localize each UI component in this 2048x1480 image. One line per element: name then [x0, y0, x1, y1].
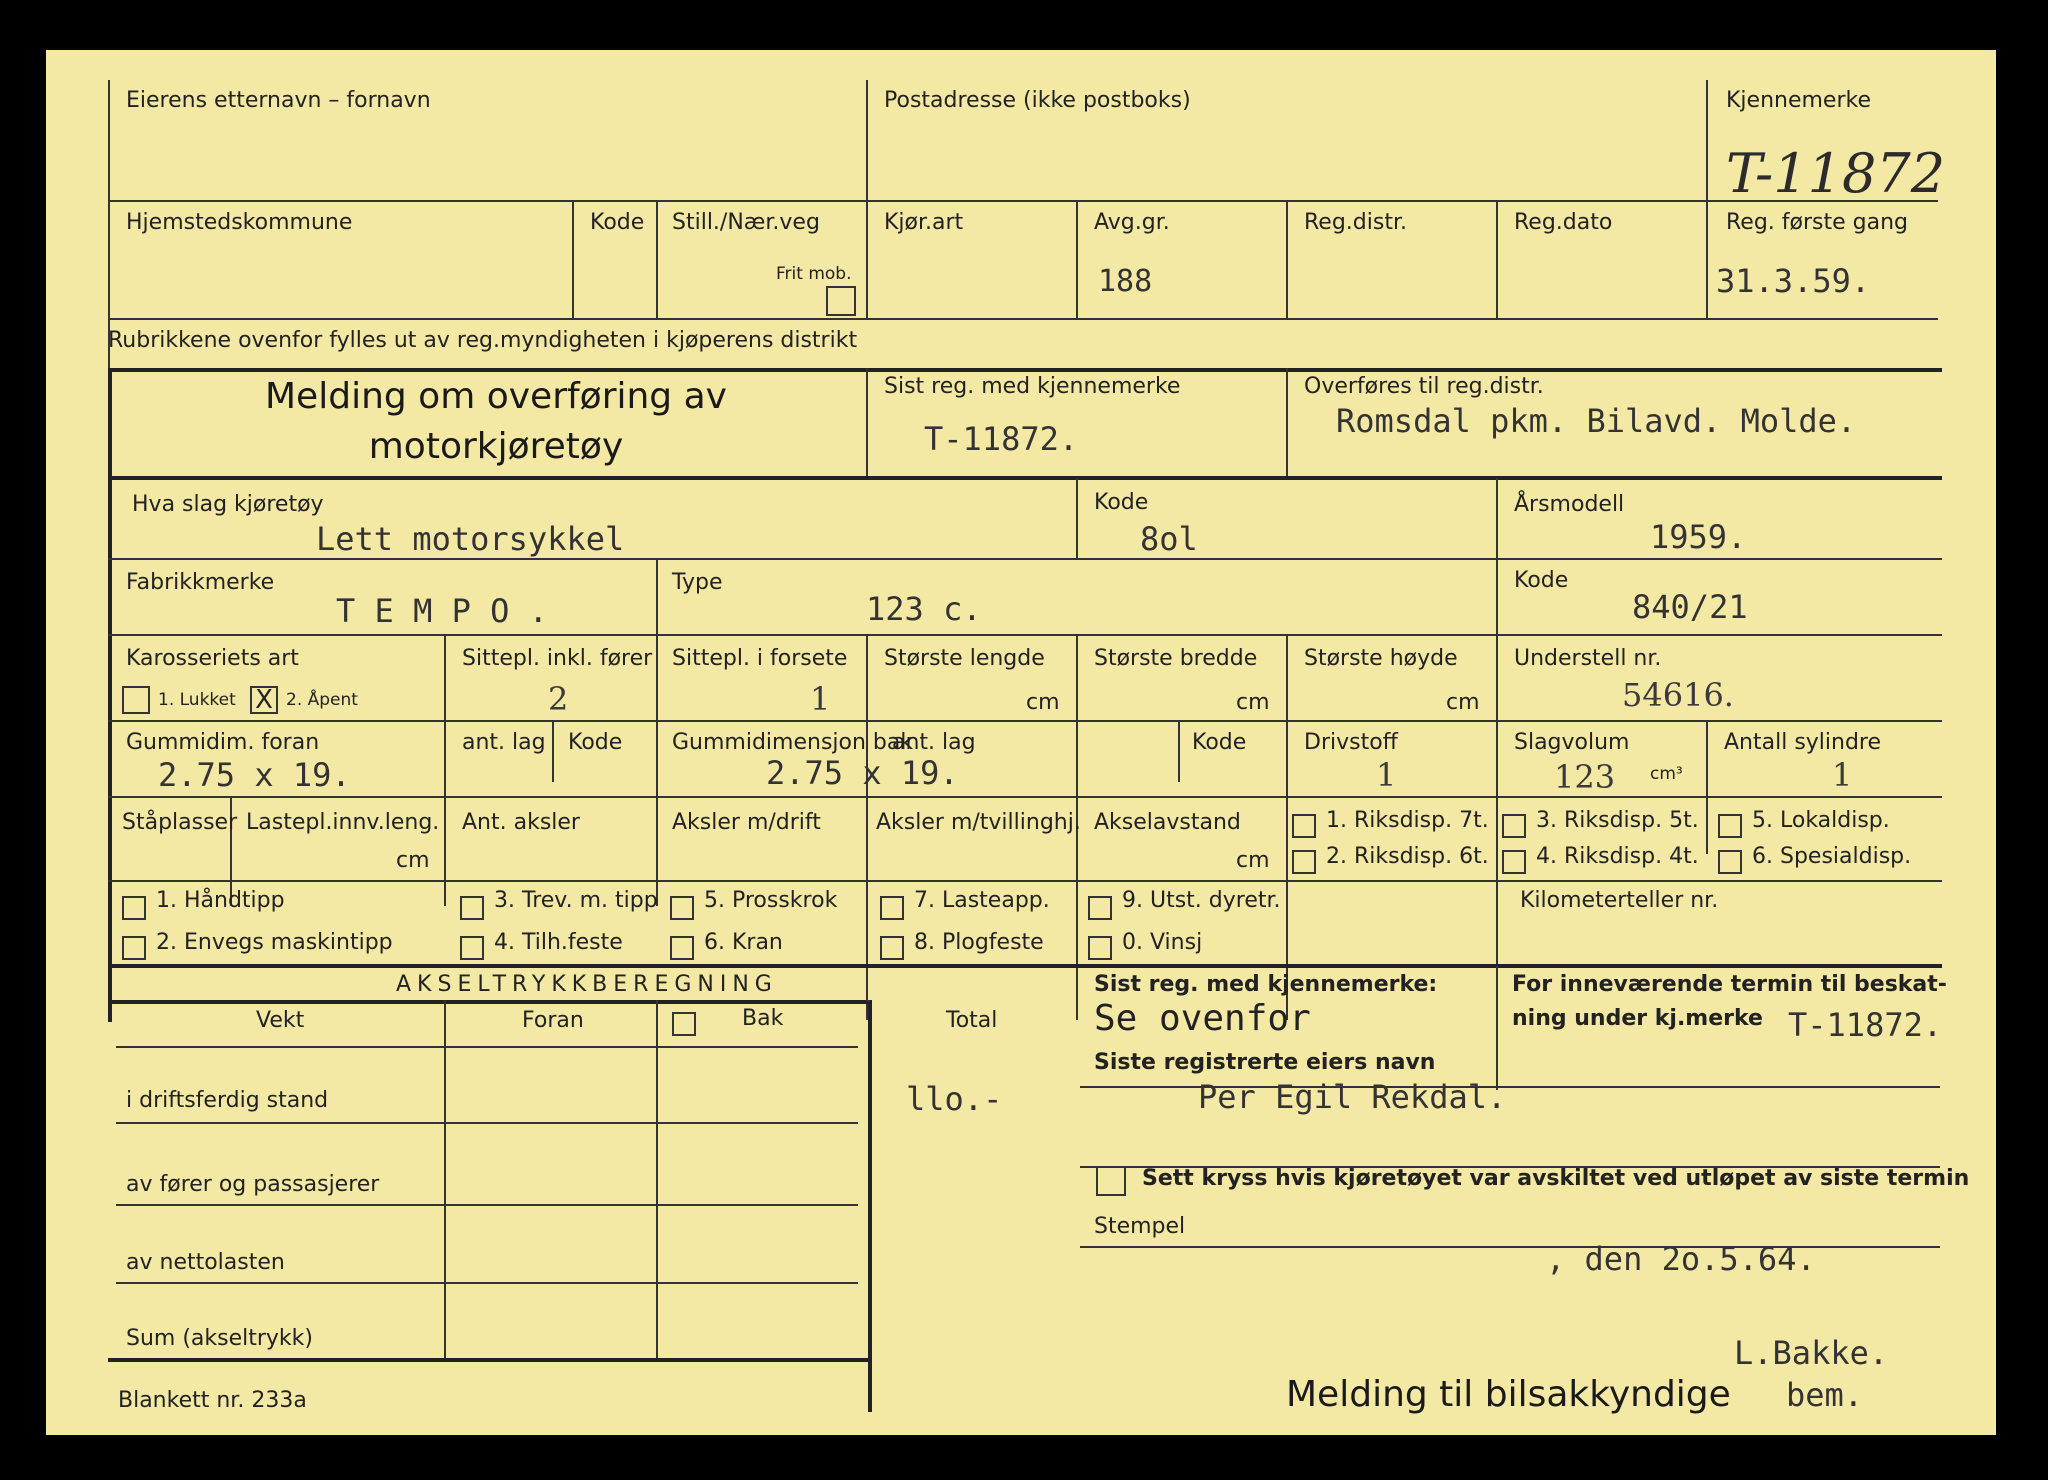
stamp-label: Stempel	[1094, 1214, 1186, 1239]
frame-line	[444, 634, 446, 906]
front-seats-value: 1	[810, 680, 831, 718]
equip-6-checkbox[interactable]	[670, 936, 694, 960]
model-year-label: Årsmodell	[1514, 492, 1625, 517]
first-reg-label: Reg. første gang	[1726, 210, 1909, 235]
deregistered-checkbox[interactable]	[1096, 1166, 1126, 1196]
vehicle-kind-code-value: 8ol	[1140, 520, 1198, 558]
frame-line	[1178, 720, 1180, 782]
frame-line	[1286, 634, 1288, 1020]
type-label: Type	[672, 570, 723, 595]
row-driver-passengers: av fører og passasjerer	[126, 1172, 380, 1197]
frit-mob-label: Frit mob.	[776, 264, 852, 284]
axle-calc-title: AKSELTRYKKBEREGNING	[396, 972, 778, 997]
form-number: Blankett nr. 233a	[118, 1388, 307, 1413]
disp-3-label: 3. Riksdisp. 5t.	[1536, 808, 1699, 833]
chassis-value: 54616.	[1622, 676, 1734, 714]
equip-7-checkbox[interactable]	[880, 896, 904, 920]
fuel-value: 1	[1376, 756, 1397, 794]
equip-5-checkbox[interactable]	[670, 896, 694, 920]
code-label: Kode	[590, 210, 645, 235]
municipality-label: Hjemstedskommune	[126, 210, 353, 235]
open-body-label: 2. Åpent	[286, 690, 358, 710]
disp-5-checkbox[interactable]	[1718, 814, 1742, 838]
equip-3-checkbox[interactable]	[460, 896, 484, 920]
make-value: T E M P O .	[336, 592, 548, 630]
disp-2-checkbox[interactable]	[1292, 850, 1316, 874]
form-title-line1: Melding om overføring av	[265, 376, 727, 417]
cargo-length-unit: cm	[396, 848, 430, 873]
seats-value: 2	[548, 680, 569, 718]
front-tyre-value: 2.75 x 19.	[158, 756, 351, 794]
first-reg-value: 31.3.59.	[1716, 262, 1871, 300]
postal-address-label: Postadresse (ikke postboks)	[884, 88, 1191, 113]
disp-4-checkbox[interactable]	[1502, 850, 1526, 874]
signature-title: bem.	[1786, 1376, 1864, 1414]
type-code-label: Kode	[1514, 568, 1569, 593]
max-width-unit: cm	[1236, 690, 1270, 715]
vehicle-kind-code-label: Kode	[1094, 490, 1149, 515]
cylinders-value: 1	[1832, 756, 1853, 794]
frame-line	[868, 1000, 870, 1002]
max-width-label: Største bredde	[1094, 646, 1258, 671]
plate-label: Kjennemerke	[1726, 88, 1871, 113]
transfer-value: Romsdal pkm. Bilavd. Molde.	[1336, 402, 1857, 440]
driving-type-label: Kjør.art	[884, 210, 964, 235]
rear-tyre-value: 2.75 x 19.	[766, 754, 959, 792]
odometer-label: Kilometerteller nr.	[1520, 888, 1719, 913]
frame-line	[1496, 966, 1498, 1090]
chassis-label: Understell nr.	[1514, 646, 1662, 671]
frame-line	[108, 368, 112, 1022]
rear-header-checkbox[interactable]	[672, 1012, 696, 1036]
weight-header: Vekt	[256, 1008, 305, 1033]
frit-mob-checkbox[interactable]	[826, 286, 856, 316]
frame-line	[1286, 368, 1288, 478]
frame-line	[116, 1046, 858, 1048]
frame-line	[108, 796, 1942, 798]
vehicle-kind-label: Hva slag kjøretøy	[132, 492, 324, 517]
last-reg-value: T-11872.	[924, 420, 1079, 458]
disp-1-label: 1. Riksdisp. 7t.	[1326, 808, 1489, 833]
frame-line	[572, 200, 574, 318]
row-net-load: av nettolasten	[126, 1250, 285, 1275]
row-sum-axle-load: Sum (akseltrykk)	[126, 1326, 313, 1351]
closed-body-checkbox[interactable]	[122, 686, 150, 714]
rear-tyre-label: Gummidimensjon bak	[672, 730, 914, 755]
equip-3-label: 3. Trev. m. tipp	[494, 888, 658, 913]
max-height-unit: cm	[1446, 690, 1480, 715]
total-operating-value: llo.-	[906, 1080, 1003, 1118]
cargo-length-label: Lastepl.innv.leng.	[246, 810, 440, 835]
date-value: , den 2o.5.64.	[1546, 1240, 1816, 1278]
twin-axles-label: Aksler m/tvillinghj.	[876, 810, 1081, 835]
frame-line	[866, 634, 868, 1020]
cylinders-label: Antall sylindre	[1724, 730, 1882, 755]
frame-line	[108, 720, 1942, 722]
frame-line	[108, 476, 1942, 480]
frame-line	[108, 880, 1942, 882]
vehicle-kind-value: Lett motorsykkel	[316, 520, 625, 558]
axle-distance-label: Akselavstand	[1094, 810, 1241, 835]
equip-9-label: 9. Utst. dyretr.	[1122, 888, 1281, 913]
last-owner-label: Siste registrerte eiers navn	[1094, 1050, 1436, 1075]
frame-line	[108, 318, 1938, 320]
frame-line	[1076, 478, 1078, 558]
right-last-reg-label: Sist reg. med kjennemerke:	[1094, 972, 1438, 997]
tax-group-value: 188	[1098, 264, 1153, 299]
equip-8-checkbox[interactable]	[880, 936, 904, 960]
rear-tyre-code-label: Kode	[1192, 730, 1247, 755]
frame-line	[1496, 200, 1498, 318]
frame-line	[866, 80, 868, 318]
frame-line	[116, 1204, 858, 1206]
frame-line	[656, 200, 658, 318]
frame-line	[552, 720, 554, 782]
reg-date-label: Reg.dato	[1514, 210, 1613, 235]
last-owner-value: Per Egil Rekdal.	[1198, 1078, 1507, 1116]
open-body-checkbox[interactable]: X	[250, 686, 278, 714]
disp-1-checkbox[interactable]	[1292, 814, 1316, 838]
right-last-reg-value: Se ovenfor	[1094, 998, 1311, 1039]
standing-places-label: Ståplasser	[122, 810, 238, 835]
disp-3-checkbox[interactable]	[1502, 814, 1526, 838]
position-label: Still./Nær.veg	[672, 210, 820, 235]
frame-line	[108, 634, 1942, 636]
axle-distance-unit: cm	[1236, 848, 1270, 873]
equip-6-label: 6. Kran	[704, 930, 783, 955]
make-label: Fabrikkmerke	[126, 570, 275, 595]
rear-header: Bak	[742, 1006, 784, 1031]
frame-line	[444, 1000, 446, 1358]
reg-district-label: Reg.distr.	[1304, 210, 1407, 235]
frame-line	[108, 200, 1938, 202]
equip-4-label: 4. Tilh.feste	[494, 930, 623, 955]
frame-line	[1496, 478, 1498, 634]
disp-2-label: 2. Riksdisp. 6t.	[1326, 844, 1489, 869]
axle-count-label: Ant. aksler	[462, 810, 580, 835]
front-seats-label: Sittepl. i forsete	[672, 646, 848, 671]
frame-line	[108, 1358, 872, 1362]
plate-handwritten: T-11872	[1726, 142, 1946, 205]
total-header: Total	[946, 1008, 998, 1033]
model-year-value: 1959.	[1650, 518, 1747, 556]
equip-5-label: 5. Prosskrok	[704, 888, 838, 913]
frame-line	[866, 368, 868, 478]
equip-4-checkbox[interactable]	[460, 936, 484, 960]
type-value: 123 c.	[866, 590, 982, 628]
rear-layers-label: ant. lag	[892, 730, 976, 755]
frame-line	[116, 1122, 858, 1124]
frame-line	[1076, 200, 1078, 318]
fuel-label: Drivstoff	[1304, 730, 1398, 755]
transfer-label: Overføres til reg.distr.	[1304, 374, 1544, 399]
form-title-line2: motorkjøretøy	[368, 426, 624, 467]
frame-line	[108, 80, 110, 368]
frame-line	[656, 558, 658, 906]
body-type-label: Karosseriets art	[126, 646, 299, 671]
frame-line	[868, 1000, 872, 1412]
disp-4-label: 4. Riksdisp. 4t.	[1536, 844, 1699, 869]
term-label-1: For inneværende termin til beskat-	[1512, 972, 1947, 997]
frame-line	[108, 1000, 870, 1004]
district-note: Rubrikkene ovenfor fylles ut av reg.myndigheten i kjøperens distrikt	[108, 328, 858, 353]
recipient-label: Melding til bilsakkyndige	[1286, 1374, 1731, 1415]
frame-line	[1286, 200, 1288, 318]
seats-label: Sittepl. inkl. fører	[462, 646, 653, 671]
equip-2-label: 2. Envegs maskintipp	[156, 930, 393, 955]
frame-line	[656, 1000, 658, 1358]
front-tyre-code-label: Kode	[568, 730, 623, 755]
displacement-value: 123	[1554, 758, 1616, 796]
equip-7-label: 7. Lasteapp.	[914, 888, 1050, 913]
term-label-2: ning under kj.merke	[1512, 1006, 1763, 1031]
frame-line	[1706, 80, 1708, 318]
equip-0-label: 0. Vinsj	[1122, 930, 1203, 955]
row-operating-weight: i driftsferdig stand	[126, 1088, 329, 1113]
driven-axles-label: Aksler m/drift	[672, 810, 821, 835]
signature: L.Bakke.	[1734, 1334, 1889, 1372]
disp-6-label: 6. Spesialdisp.	[1752, 844, 1912, 869]
equip-9-checkbox[interactable]	[1088, 896, 1112, 920]
last-reg-label: Sist reg. med kjennemerke	[884, 374, 1181, 399]
equip-0-checkbox[interactable]	[1088, 936, 1112, 960]
tax-group-label: Avg.gr.	[1094, 210, 1170, 235]
term-value: T-11872.	[1788, 1006, 1943, 1044]
frame-line	[1496, 634, 1498, 1020]
frame-line	[1706, 720, 1708, 786]
frame-line	[116, 1282, 858, 1284]
disp-6-checkbox[interactable]	[1718, 850, 1742, 874]
owner-name-label: Eierens etternavn – fornavn	[126, 88, 431, 113]
front-layers-label: ant. lag	[462, 730, 546, 755]
registration-card	[46, 50, 1996, 1435]
displacement-label: Slagvolum	[1514, 730, 1630, 755]
max-height-label: Største høyde	[1304, 646, 1458, 671]
frame-line	[108, 368, 1942, 372]
deregistered-label: Sett kryss hvis kjøretøyet var avskiltet ved utløpet av siste termin	[1142, 1166, 1970, 1191]
type-code-value: 840/21	[1632, 588, 1748, 626]
equip-8-label: 8. Plogfeste	[914, 930, 1044, 955]
front-tyre-label: Gummidim. foran	[126, 730, 320, 755]
disp-5-label: 5. Lokaldisp.	[1752, 808, 1890, 833]
equip-1-checkbox[interactable]	[122, 896, 146, 920]
max-length-label: Største lengde	[884, 646, 1045, 671]
equip-1-label: 1. Håndtipp	[156, 888, 285, 913]
front-header: Foran	[522, 1008, 584, 1033]
frame-line	[108, 558, 1942, 560]
equip-2-checkbox[interactable]	[122, 936, 146, 960]
frame-line	[108, 964, 1942, 968]
closed-body-label: 1. Lukket	[158, 690, 236, 710]
max-length-unit: cm	[1026, 690, 1060, 715]
displacement-unit: cm³	[1650, 764, 1683, 784]
